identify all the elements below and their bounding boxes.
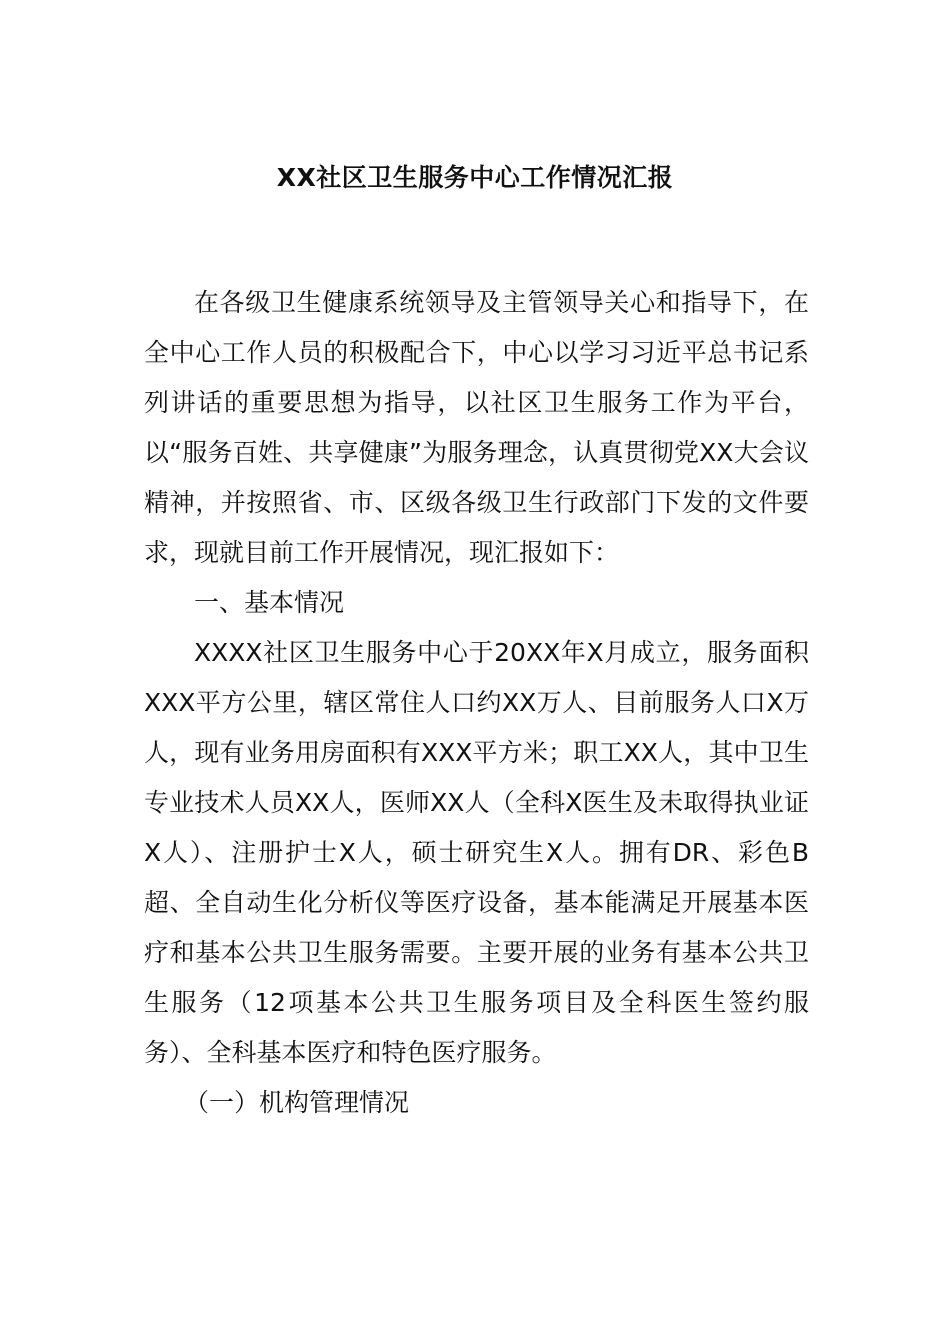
document-body: [144, 278, 809, 1128]
basic-info-paragraph: XXXX社区卫生服务中心于20XX年X月成立，服务面积XXX平方公里，辖区常住人口约XX万人、目前服务人口X万人，现有业务用房面积有XXX平方米；职工XX人，其中卫生专业技术人员XX人，医师XX人（全科X医生及未取得执业证X人）、注册护士X人，硕士研究生X人。拥有DR、彩色B超、全自动生化分析仪等医疗设备，基本能满足开展基本医疗和基本公共卫生服务需要。主要开展的业务有基本公共卫生服务（12项基本公共卫生服务项目及全科医生签约服务）、全科基本医疗和特色医疗服务。: [144, 638, 809, 1067]
section-heading-basic-info: 一、基本情况: [194, 588, 345, 617]
subsection-heading-management: （一）机构管理情况: [184, 1088, 410, 1117]
document-title: XX社区卫生服务中心工作情况汇报: [276, 163, 674, 192]
intro-paragraph: 在各级卫生健康系统领导及主管领导关心和指导下，在全中心工作人员的积极配合下，中心以学习习近平总书记系列讲话的重要思想为指导，以社区卫生服务工作为平台，以“服务百姓、共享健康”为服务理念，认真贯彻党XX大会议精神，并按照省、市、区级各级卫生行政部门下发的文件要求，现就目前工作开展情况，现汇报如下：: [144, 288, 809, 567]
